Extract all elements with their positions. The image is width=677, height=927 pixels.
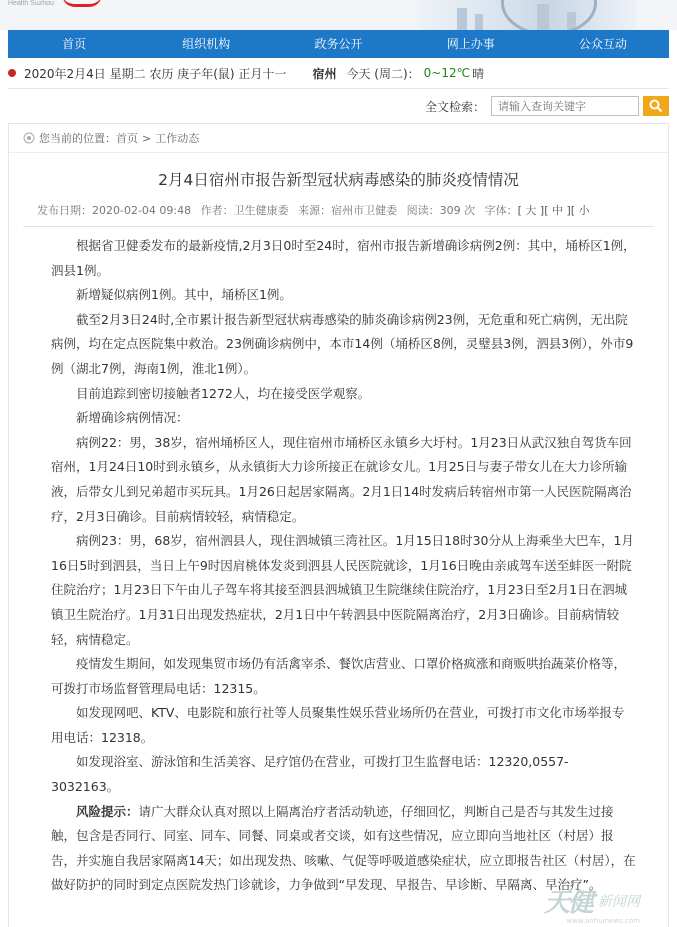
site-logo (62, 0, 102, 7)
watermark-side: 新闻网 (598, 893, 640, 910)
paragraph: 截至2月3日24时,全市累计报告新型冠状病毒感染的肺炎确诊病例23例，无危重和死亡病例，无出院病例，均在定点医院集中救治。23例确诊病例中，本市14例（埇桥区8例，灵璧县3例，泗县3例），外市9例（湖北7例，海南1例，淮北1例）。 (51, 311, 634, 376)
font-size-label: 字体： (484, 204, 518, 217)
article-author: 作者：卫生健康委 (200, 204, 289, 217)
nav-home[interactable]: 首页 (62, 37, 87, 51)
article-title: 2月4日宿州市报告新型冠状病毒感染的肺炎疫情情况 (158, 171, 519, 189)
article-source: 来源：宿州市卫健委 (298, 204, 398, 217)
main-nav (8, 30, 669, 58)
location-icon (23, 132, 35, 144)
paragraph: 目前追踪到密切接触者1272人，均在接受医学观察。 (76, 385, 371, 401)
font-large-button[interactable]: [ 大 ] (517, 204, 545, 217)
breadcrumb-section[interactable]: 工作动态 (155, 132, 200, 145)
paragraph: 如发现网吧、KTV、电影院和旅行社等人员聚集性娱乐营业场所仍在营业，可拨打市文化市场举报专用电话：12318。 (51, 705, 625, 745)
paragraph: 病例22：男，38岁，宿州埇桥区人，现住宿州市埇桥区永镇乡大圩村。1月23日从武汉独自驾货车回宿州，1月24日10时到永镇乡，从永镇街大力诊所接正在就诊女儿。1月25日与妻子带女儿在大力诊所输液，后带女儿到兄弟超市买玩具。1月26日起居家隔离。2月1日14时发病后转宿州市第一人民医院隔离治疗，2月3日确诊。目前病情较轻，病情稳定。 (51, 434, 632, 524)
search-bar (8, 89, 669, 123)
paragraph: 疫情发生期间，如发现集贸市场仍有活禽宰杀、餐饮店营业、口罩价格疯涨和商贩哄抬蔬菜价格等，可拨打市场监督管理局电话：12315。 (51, 656, 627, 696)
weather-day: 今天 (周二)： (346, 66, 420, 81)
weather-temperature: 0~12℃ (423, 66, 471, 80)
header-decoration (501, 0, 597, 30)
font-medium-button[interactable]: [ 中 ] (544, 204, 571, 217)
paragraph: 新增确诊病例情况： (76, 410, 189, 426)
search-label: 全文检索： (424, 99, 485, 114)
nav-online-services[interactable]: 网上办事 (446, 37, 495, 51)
search-button[interactable] (643, 96, 669, 116)
search-icon (649, 99, 663, 113)
breadcrumb-separator: > (142, 131, 152, 145)
risk-warning (51, 800, 636, 898)
font-small-button[interactable]: [ 小 (570, 204, 590, 217)
article-meta (9, 202, 668, 218)
weather-city: 宿州 (312, 66, 337, 81)
search-input[interactable] (491, 96, 639, 116)
nav-public-interaction[interactable]: 公众互动 (578, 37, 627, 51)
watermark-main: 天健 (543, 888, 592, 918)
watermark-url: www.anhuinews.com (566, 917, 640, 925)
breadcrumb (9, 124, 668, 153)
breadcrumb-prefix: 您当前的位置： (39, 132, 116, 145)
nav-gov-affairs[interactable]: 政务公开 (314, 37, 363, 51)
risk-text: 请广大群众认真对照以上隔离治疗者活动轨迹，仔细回忆，判断自己是否与其发生过接触，包含是否同行、同室、同车、同餐、同桌或者交谈，如有这些情况，应立即向当地社区（村居）报告，并实施自我居家隔离14天；如出现发热、咳嗽、气促等呼吸道感染症状，应立即报告社区（村居），在做好防护的同时到定点医院发热门诊就诊，力争做到“早发现、早报告、早诊断、早隔离、早治疗”。 (51, 803, 636, 893)
article-body (9, 234, 668, 898)
article-panel (8, 123, 669, 927)
paragraph: 新增疑似病例1例。其中，埇桥区1例。 (76, 287, 292, 303)
nav-organization[interactable]: 组织机构 (182, 37, 231, 51)
view-count: 阅读：309 次 (406, 204, 476, 217)
weather-condition: 晴 (472, 66, 485, 81)
site-logo-subtext: Health Suzhou (8, 0, 54, 7)
divider (23, 226, 654, 227)
breadcrumb-home[interactable]: 首页 (116, 132, 138, 145)
site-header-banner (0, 0, 677, 30)
date-weather-bar (8, 58, 669, 89)
paragraph: 病例23：男，68岁，宿州泗县人，现住泗城镇三湾社区。1月15日18时30分从上海乘坐大巴车，1月16日5时到泗县，当日上午9时因肩桃体发炎到泗县人民医院就诊，1月16日晚由亲戚驾车送至蚌医一附院住院治疗；1月23日下午由儿子驾车将其接至泗县泗城镇卫生院继续住院治疗，1月23日至2月1日在泗城镇卫生院治疗。1月31日出现发热症状，2月1日中午转泗县中医院隔离治疗，2月3日确诊。目前病情较轻，病情稳定。 (51, 533, 634, 647)
current-date: 2020年2月4日 星期二 农历 庚子年(鼠) 正月十一 (24, 66, 287, 81)
publish-date: 发布日期：2020-02-04 09:48 (37, 204, 192, 217)
bullet-icon (8, 69, 16, 77)
risk-label: 风险提示： (76, 803, 139, 819)
paragraph: 如发现浴室、游泳馆和生活美容、足疗馆仍在营业，可拨打卫生监督电话：12320,0557-3032163。 (51, 754, 569, 795)
paragraph: 根据省卫健委发布的最新疫情,2月3日0时至24时，宿州市报告新增确诊病例2例：其中，埇桥区1例，泗县1例。 (51, 238, 636, 278)
